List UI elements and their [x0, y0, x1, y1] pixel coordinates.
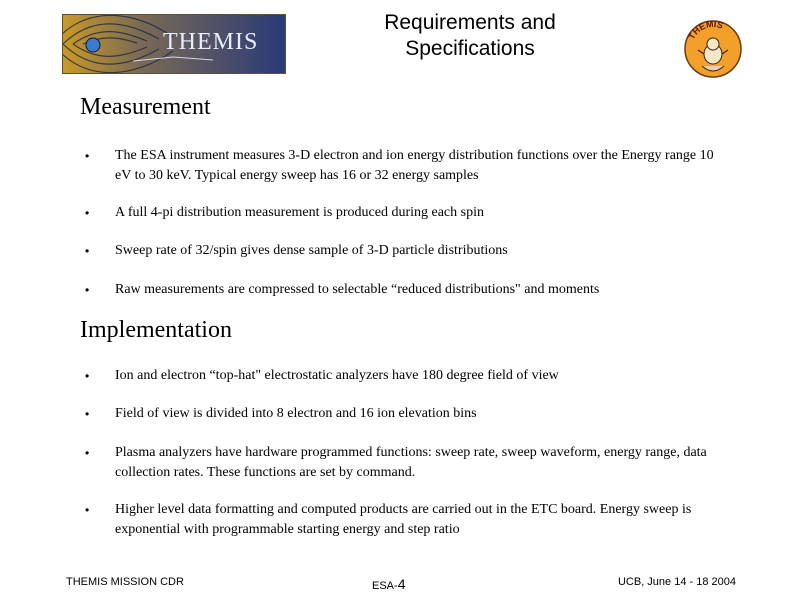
section-heading-measurement: Measurement: [80, 94, 211, 120]
themis-logo-banner: [62, 14, 286, 74]
footer-right: UCB, June 14 - 18 2004: [617, 576, 736, 588]
footer-left: THEMIS MISSION CDR: [66, 576, 184, 588]
section-heading-implementation: Implementation: [80, 317, 232, 343]
magnetosphere-illustration: [63, 15, 285, 73]
earth-icon: [86, 38, 100, 52]
bullet-icon: •: [85, 446, 90, 460]
bullet-text: A full 4-pi distribution measurement is produced during each spin: [115, 205, 484, 220]
bullet-text: Raw measurements are compressed to selectable “reduced distributions" and moments: [115, 282, 600, 297]
bullet-text: Ion and electron “top-hat" electrostatic analyzers have 180 degree field of view: [115, 368, 559, 383]
themis-mascot-logo: [682, 18, 744, 80]
footer-page-number: [372, 576, 405, 592]
bullet-icon: •: [85, 407, 90, 421]
bullet-icon: •: [85, 283, 90, 297]
bullet-text: Plasma analyzers have hardware programmed functions: sweep rate, sweep waveform, energy range, data collection rates. These functions are set by command.: [115, 445, 707, 480]
bullet-text: Higher level data formatting and computed products are carried out in the ETC board. Energy sweep is exponential with programmable starting energy and step ratio: [115, 502, 692, 537]
footer-page-prefix: ESA-: [372, 580, 398, 592]
bullet-icon: •: [85, 369, 90, 383]
bullet-text: Field of view is divided into 8 electron and 16 ion elevation bins: [115, 406, 477, 421]
bullet-icon: •: [85, 206, 90, 220]
slide-title-line-2: Specifications: [405, 37, 535, 60]
slide-title: [330, 10, 610, 62]
bullet-icon: •: [85, 503, 90, 517]
logo-wordmark: THEMIS: [163, 29, 259, 55]
bullet-text: Sweep rate of 32/spin gives dense sample of 3-D particle distributions: [115, 243, 508, 258]
mascot-text: THEMIS: [686, 18, 725, 42]
bullet-icon: •: [85, 244, 90, 258]
footer-page-digit: 4: [397, 576, 406, 592]
bullet-icon: •: [85, 149, 90, 163]
slide-title-line-1: Requirements and: [384, 11, 556, 34]
bullet-text: The ESA instrument measures 3-D electron and ion energy distribution functions over the Energy range 10 eV to 30 keV. Typical energy sweep has 16 or 32 energy samples: [115, 148, 714, 183]
